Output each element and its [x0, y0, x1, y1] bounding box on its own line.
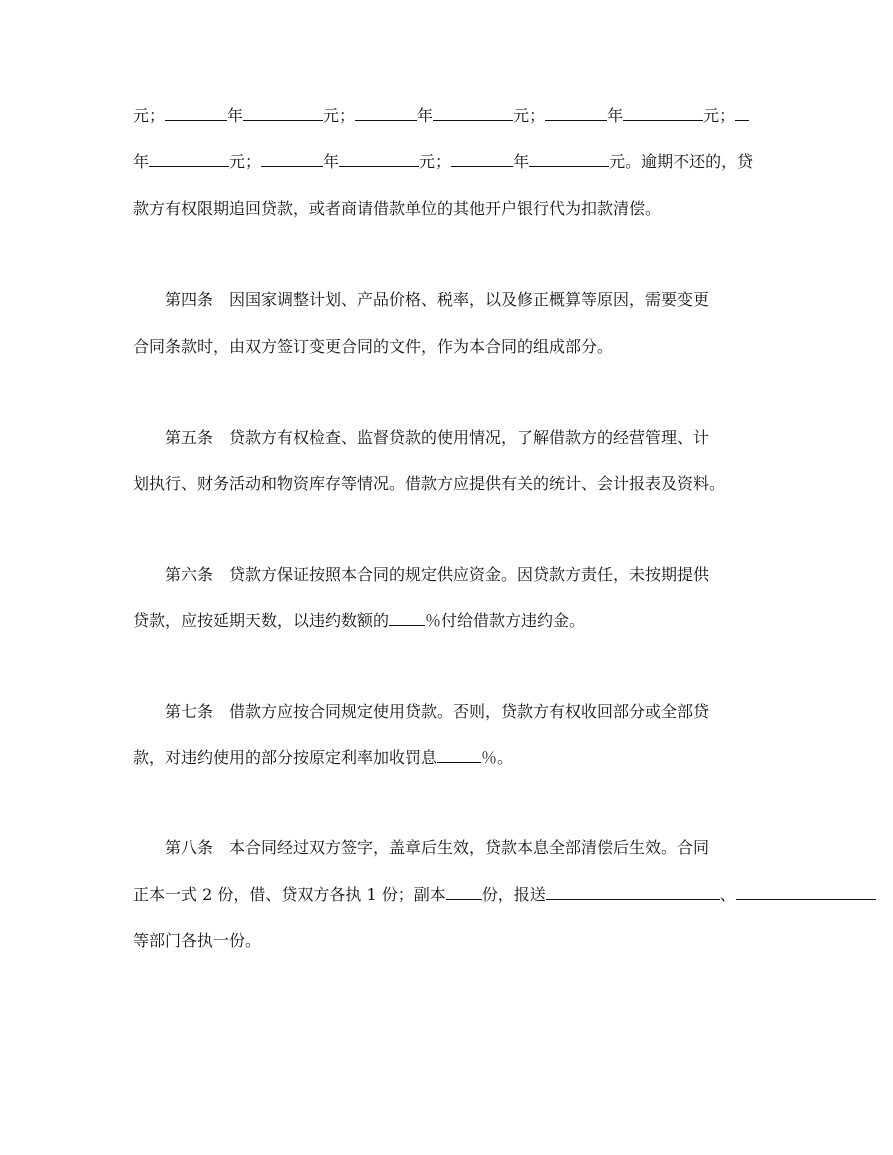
article-6-line-2 — [133, 611, 585, 631]
text-segment: 正本一式 2 份，借、贷双方各执 1 份；副本 — [133, 885, 446, 904]
blank-field — [165, 106, 227, 121]
text-segment: ％。 — [481, 748, 514, 767]
text-segment: 元； — [419, 152, 452, 171]
blank-field — [529, 152, 609, 167]
article-4-line-2: 合同条款时，由双方签订变更合同的文件，作为本合同的组成部分。 — [133, 337, 614, 356]
recipient-blank — [546, 885, 720, 900]
article-6-line-1: 第六条 贷款方保证按照本合同的规定供应资金。因贷款方责任，未按期提供 — [165, 565, 710, 584]
text-segment: 元； — [133, 106, 166, 125]
text-segment: 款，对违约使用的部分按原定利率加收罚息 — [133, 748, 438, 767]
blank-field — [433, 106, 513, 121]
article-7-line-1: 第七条 借款方应按合同规定使用贷款。否则，贷款方有权收回部分或全部贷 — [165, 702, 710, 721]
article-5-line-1: 第五条 贷款方有权检查、监督贷款的使用情况，了解借款方的经营管理、计 — [165, 428, 710, 447]
interest-rate-blank — [437, 748, 481, 763]
article-7-line-2 — [133, 748, 513, 768]
article-8-line-2 — [133, 885, 876, 905]
blank-field — [149, 152, 229, 167]
article-4-line-1: 第四条 因国家调整计划、产品价格、税率，以及修正概算等原因，需要变更 — [165, 290, 710, 309]
blank-field — [355, 106, 417, 121]
text-segment: 份，报送 — [481, 885, 546, 904]
payment-schedule-line-2 — [133, 152, 753, 172]
blank-field — [623, 106, 703, 121]
article-8-line-1: 第八条 本合同经过双方签字，盖章后生效，贷款本息全部清偿后生效。合同 — [165, 838, 710, 857]
text-segment: 元； — [229, 152, 262, 171]
text-segment: ％付给借款方违约金。 — [425, 611, 586, 630]
text-segment: 元； — [513, 106, 546, 125]
text-segment: 年 — [417, 106, 434, 125]
blank-field — [735, 106, 749, 121]
blank-field — [545, 106, 607, 121]
text-segment: 元。逾期不还的，贷 — [609, 152, 754, 171]
blank-field — [339, 152, 419, 167]
article-8-line-3: 等部门各执一份。 — [133, 931, 262, 950]
article-5-line-2: 划执行、财务活动和物资库存等情况。借款方应提供有关的统计、会计报表及资料。 — [133, 474, 726, 493]
text-segment: 年 — [133, 152, 150, 171]
text-segment: 元； — [703, 106, 736, 125]
text-segment: 年 — [607, 106, 624, 125]
text-segment: 元； — [323, 106, 356, 125]
copies-blank — [446, 885, 482, 900]
payment-schedule-line-1 — [133, 106, 749, 126]
blank-field — [451, 152, 513, 167]
text-segment: 贷款，应按延期天数，以违约数额的 — [133, 611, 390, 630]
blank-field — [243, 106, 323, 121]
blank-field — [261, 152, 323, 167]
text-segment: 、 — [719, 885, 736, 904]
recipient-blank — [736, 885, 876, 900]
paragraph-line: 款方有权限期追回贷款，或者商请借款单位的其他开户银行代为扣款清偿。 — [133, 199, 662, 218]
text-segment: 年 — [513, 152, 530, 171]
text-segment: 年 — [227, 106, 244, 125]
text-segment: 年 — [323, 152, 340, 171]
penalty-rate-blank — [389, 611, 425, 626]
